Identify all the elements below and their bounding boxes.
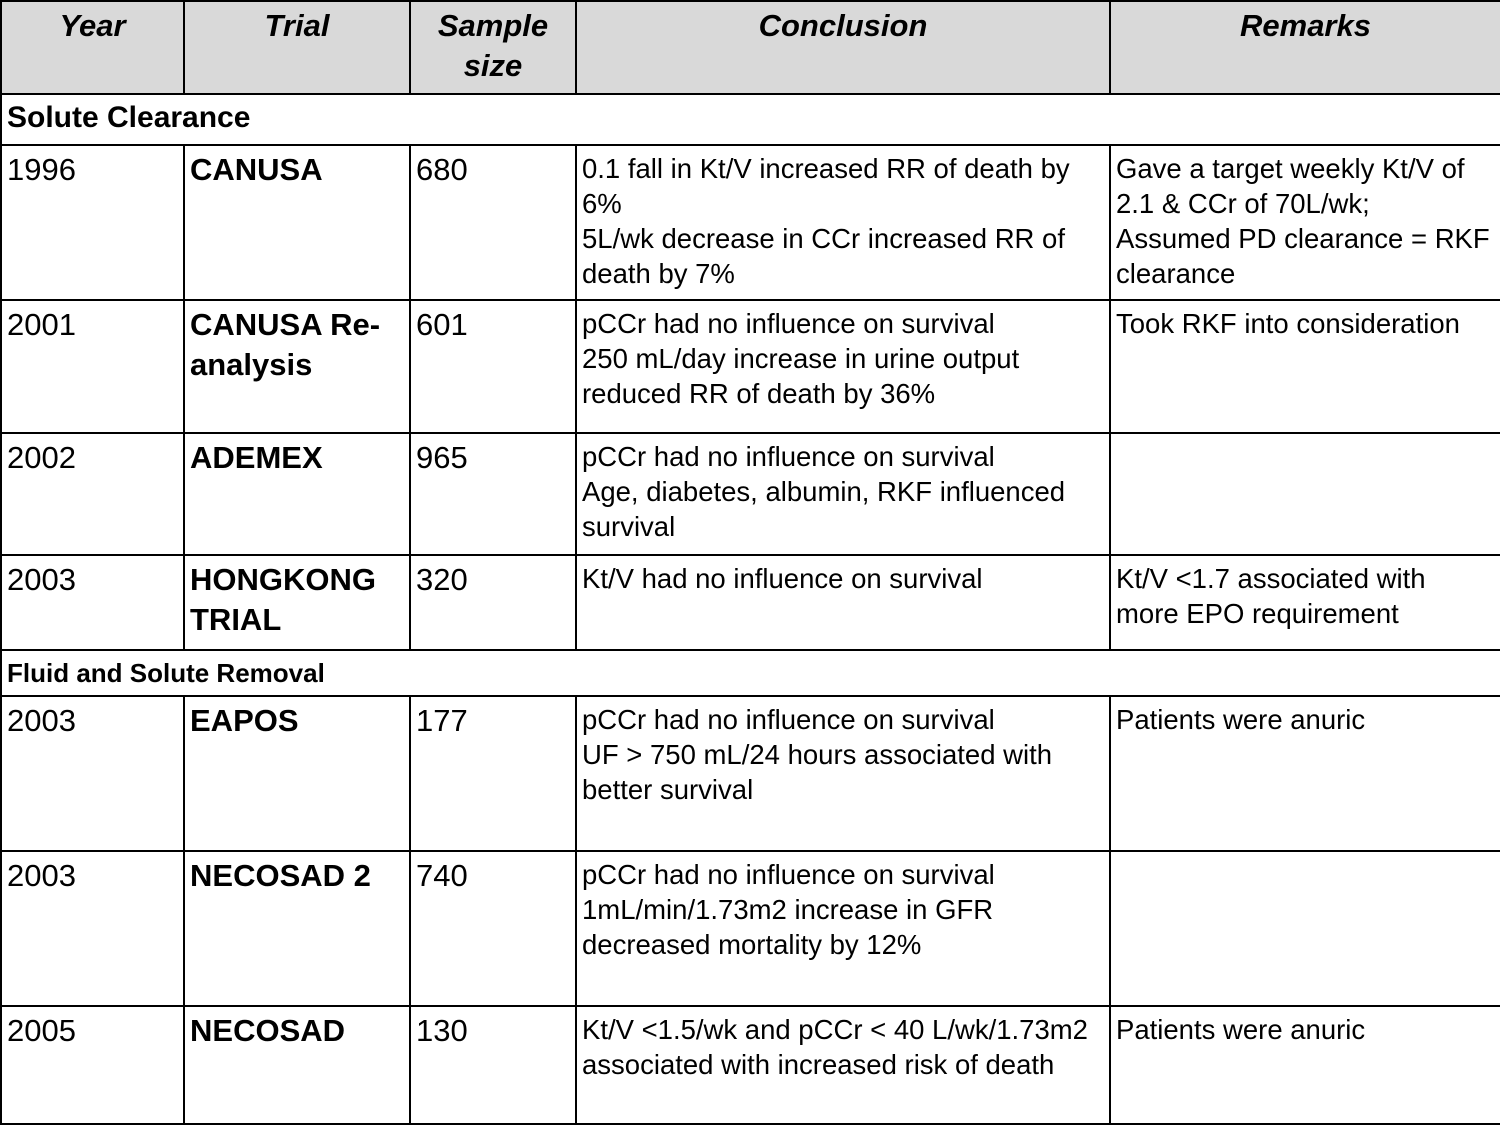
cell-conclusion [576, 1006, 1110, 1124]
cell-remarks [1110, 1006, 1500, 1124]
cell-trial: CANUSA [184, 145, 410, 300]
header-sample-size [410, 1, 576, 94]
remarks-line: Patients were anuric [1116, 1014, 1366, 1045]
cell-trial: NECOSAD [184, 1006, 410, 1124]
conclusion-line: 1mL/min/1.73m2 increase in GFR decreased mortality by 12% [582, 894, 994, 960]
cell-year: 2003 [1, 851, 184, 1006]
cell-conclusion [576, 696, 1110, 851]
table-row [1, 145, 1500, 300]
conclusion-line: 0.1 fall in Kt/V increased RR of death by 6% [582, 153, 1070, 219]
remarks-line: Kt/V <1.7 associated with more EPO requirement [1116, 563, 1426, 629]
remarks-line: Assumed PD clearance = RKF clearance [1116, 223, 1490, 289]
cell-remarks [1110, 300, 1500, 433]
cell-remarks [1110, 433, 1500, 555]
cell-conclusion [576, 300, 1110, 433]
cell-trial: ADEMEX [184, 433, 410, 555]
remarks-line: Patients were anuric [1116, 704, 1366, 735]
cell-trial: EAPOS [184, 696, 410, 851]
conclusion-line: 5L/wk decrease in CCr increased RR of death by 7% [582, 223, 1065, 289]
cell-sample-size: 601 [410, 300, 576, 433]
cell-remarks [1110, 851, 1500, 1006]
table-row [1, 433, 1500, 555]
cell-sample-size: 177 [410, 696, 576, 851]
header-sample-size-line1: Sample [437, 8, 549, 43]
cell-remarks [1110, 696, 1500, 851]
section-row [1, 650, 1500, 696]
cell-sample-size: 680 [410, 145, 576, 300]
cell-year: 2002 [1, 433, 184, 555]
table-row [1, 851, 1500, 1006]
conclusion-line: pCCr had no influence on survival [582, 308, 995, 339]
cell-sample-size: 130 [410, 1006, 576, 1124]
header-year: Year [1, 1, 184, 94]
header-row [1, 1, 1500, 94]
cell-trial: NECOSAD 2 [184, 851, 410, 1006]
conclusion-line: pCCr had no influence on survival [582, 441, 995, 472]
conclusion-line: UF > 750 mL/24 hours associated with better survival [582, 739, 1053, 805]
conclusion-line: 250 mL/day increase in urine output reduced RR of death by 36% [582, 343, 1020, 409]
remarks-line: Gave a target weekly Kt/V of 2.1 & CCr of 70L/wk; [1116, 153, 1465, 219]
cell-remarks [1110, 145, 1500, 300]
conclusion-line: pCCr had no influence on survival [582, 704, 995, 735]
section-title: Solute Clearance [1, 94, 1500, 145]
cell-trial: HONGKONG TRIAL [184, 555, 410, 650]
header-trial: Trial [184, 1, 410, 94]
cell-trial: CANUSA Re-analysis [184, 300, 410, 433]
cell-conclusion [576, 851, 1110, 1006]
cell-year: 1996 [1, 145, 184, 300]
table-row [1, 300, 1500, 433]
cell-sample-size: 320 [410, 555, 576, 650]
section-title: Fluid and Solute Removal [1, 650, 1500, 696]
header-conclusion: Conclusion [576, 1, 1110, 94]
cell-year: 2003 [1, 696, 184, 851]
table-row [1, 555, 1500, 650]
remarks-line: Took RKF into consideration [1116, 308, 1460, 339]
conclusion-line: Age, diabetes, albumin, RKF influenced survival [582, 476, 1066, 542]
conclusion-line: Kt/V <1.5/wk and pCCr < 40 L/wk/1.73m2 associated with increased risk of death [582, 1014, 1088, 1080]
cell-year: 2001 [1, 300, 184, 433]
conclusion-line: pCCr had no influence on survival [582, 859, 995, 890]
table-row [1, 696, 1500, 851]
conclusion-line: Kt/V had no influence on survival [582, 563, 983, 594]
cell-remarks [1110, 555, 1500, 650]
table-row [1, 1006, 1500, 1124]
cell-year: 2005 [1, 1006, 184, 1124]
cell-sample-size: 965 [410, 433, 576, 555]
header-remarks: Remarks [1110, 1, 1500, 94]
cell-year: 2003 [1, 555, 184, 650]
cell-sample-size: 740 [410, 851, 576, 1006]
header-sample-size-line2: size [463, 48, 523, 83]
section-row [1, 94, 1500, 145]
cell-conclusion [576, 433, 1110, 555]
cell-conclusion [576, 555, 1110, 650]
cell-conclusion [576, 145, 1110, 300]
